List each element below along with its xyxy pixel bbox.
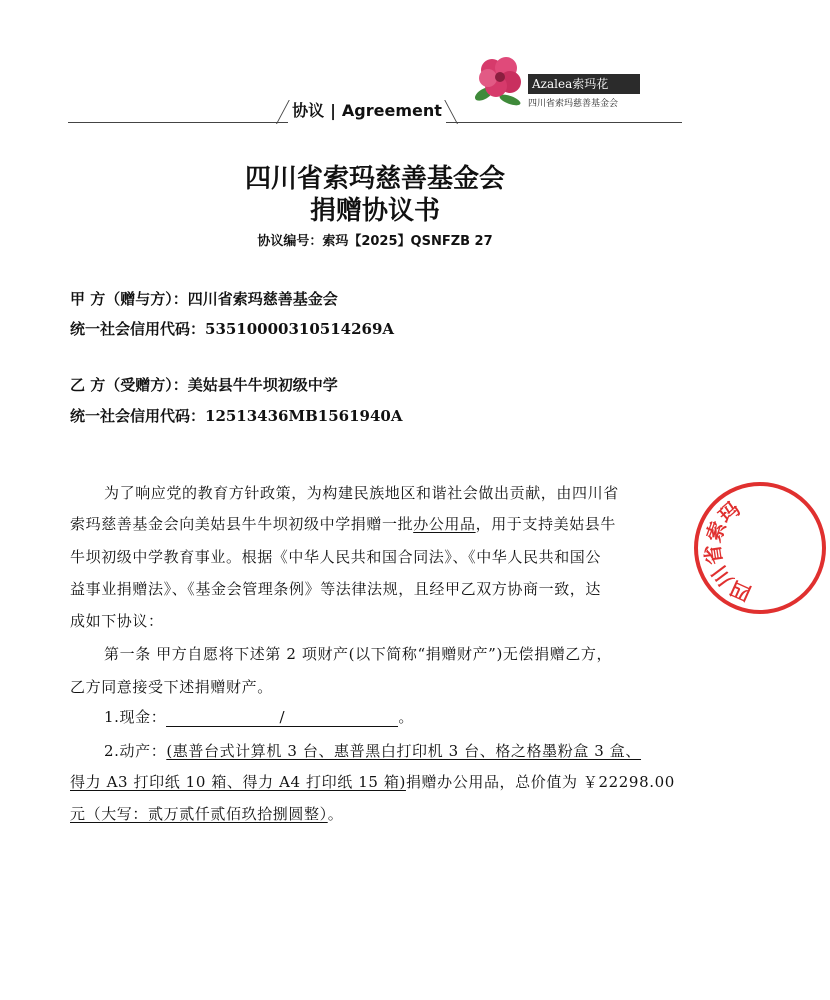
logo-brand-cn: 索玛花	[572, 77, 609, 91]
preamble-line-2-end: ，用于支持美姑县牛	[475, 515, 617, 533]
cash-blank	[166, 708, 398, 727]
party-a-name: 甲 方（赠与方）：四川省索玛慈善基金会	[70, 290, 338, 308]
cash-label: 1.现金：	[104, 708, 167, 726]
azalea-flower-icon	[470, 50, 530, 110]
preamble-line-5: 成如下协议：	[70, 612, 164, 630]
document-subtitle: 捐赠协议书	[309, 196, 440, 226]
svg-text:四川省索玛	[691, 493, 769, 607]
preamble-line-2-start: 索玛慈善基金会向美姑县牛牛坝初级中学捐赠一批	[70, 515, 414, 533]
header-tab-separator: |	[330, 101, 336, 120]
donation-item-type: 办公用品	[413, 515, 476, 533]
cash-value: /	[279, 708, 286, 726]
logo-subtitle: 四川省索玛慈善基金会	[528, 99, 619, 109]
preamble-line-2	[70, 513, 616, 534]
header-rule-left	[68, 122, 288, 123]
foundation-logo	[470, 50, 660, 112]
movable-items-1: (惠普台式计算机 3 台、惠普黑白打印机 3 台、格之格墨粉盒 3 盒、	[166, 742, 642, 760]
header-tab-cn: 协议	[292, 101, 325, 120]
movable-end: 。	[327, 805, 344, 823]
movable-line-3	[70, 803, 343, 824]
preamble-line-1: 为了响应党的教育方针政策，为构建民族地区和谐社会做出贡献，由四川省	[104, 484, 619, 502]
official-seal	[690, 478, 830, 618]
logo-brand	[528, 74, 640, 94]
party-b-credit-code: 统一社会信用代码：12513436MB1561940A	[70, 407, 403, 425]
movable-label: 2.动产：	[104, 742, 167, 760]
preamble-line-4: 益事业捐赠法》、《基金会管理条例》等法律法规，且经甲乙双方协商一致，达	[70, 580, 602, 598]
article-1-line-2: 乙方同意接受下述捐赠财产。	[70, 678, 273, 696]
cash-end: 。	[398, 708, 414, 726]
header-tab-en: Agreement	[341, 101, 442, 120]
movable-total: 捐赠办公用品，总价值为 ￥22298.00	[405, 773, 675, 791]
party-a-credit-code: 统一社会信用代码：53510000310514269A	[70, 320, 395, 338]
agreement-number: 协议编号：索玛【2025】QSNFZB 27	[257, 234, 493, 249]
header-tab	[276, 99, 458, 123]
header-rule-right	[446, 122, 682, 123]
movable-line-1	[104, 740, 641, 761]
party-b-name: 乙 方（受赠方）：美姑县牛牛坝初级中学	[70, 376, 338, 394]
movable-line-2	[70, 771, 675, 792]
article-1-line-1: 第一条 甲方自愿将下述第 2 项财产(以下简称“捐赠财产”)无偿捐赠乙方，	[104, 645, 613, 663]
movable-items-2: 得力 A3 打印纸 10 箱、得力 A4 打印纸 15 箱)	[70, 773, 406, 791]
seal-text: 四川省索玛	[700, 496, 755, 606]
movable-total-words: 元（大写：贰万贰仟贰佰玖拾捌圆整）	[70, 805, 328, 823]
preamble-line-3: 牛坝初级中学教育事业。根据《中华人民共和国合同法》、《中华人民共和国公	[70, 548, 602, 566]
cash-line	[104, 706, 414, 727]
logo-brand-en: Azalea	[532, 77, 573, 91]
document-title: 四川省索玛慈善基金会	[244, 164, 505, 194]
